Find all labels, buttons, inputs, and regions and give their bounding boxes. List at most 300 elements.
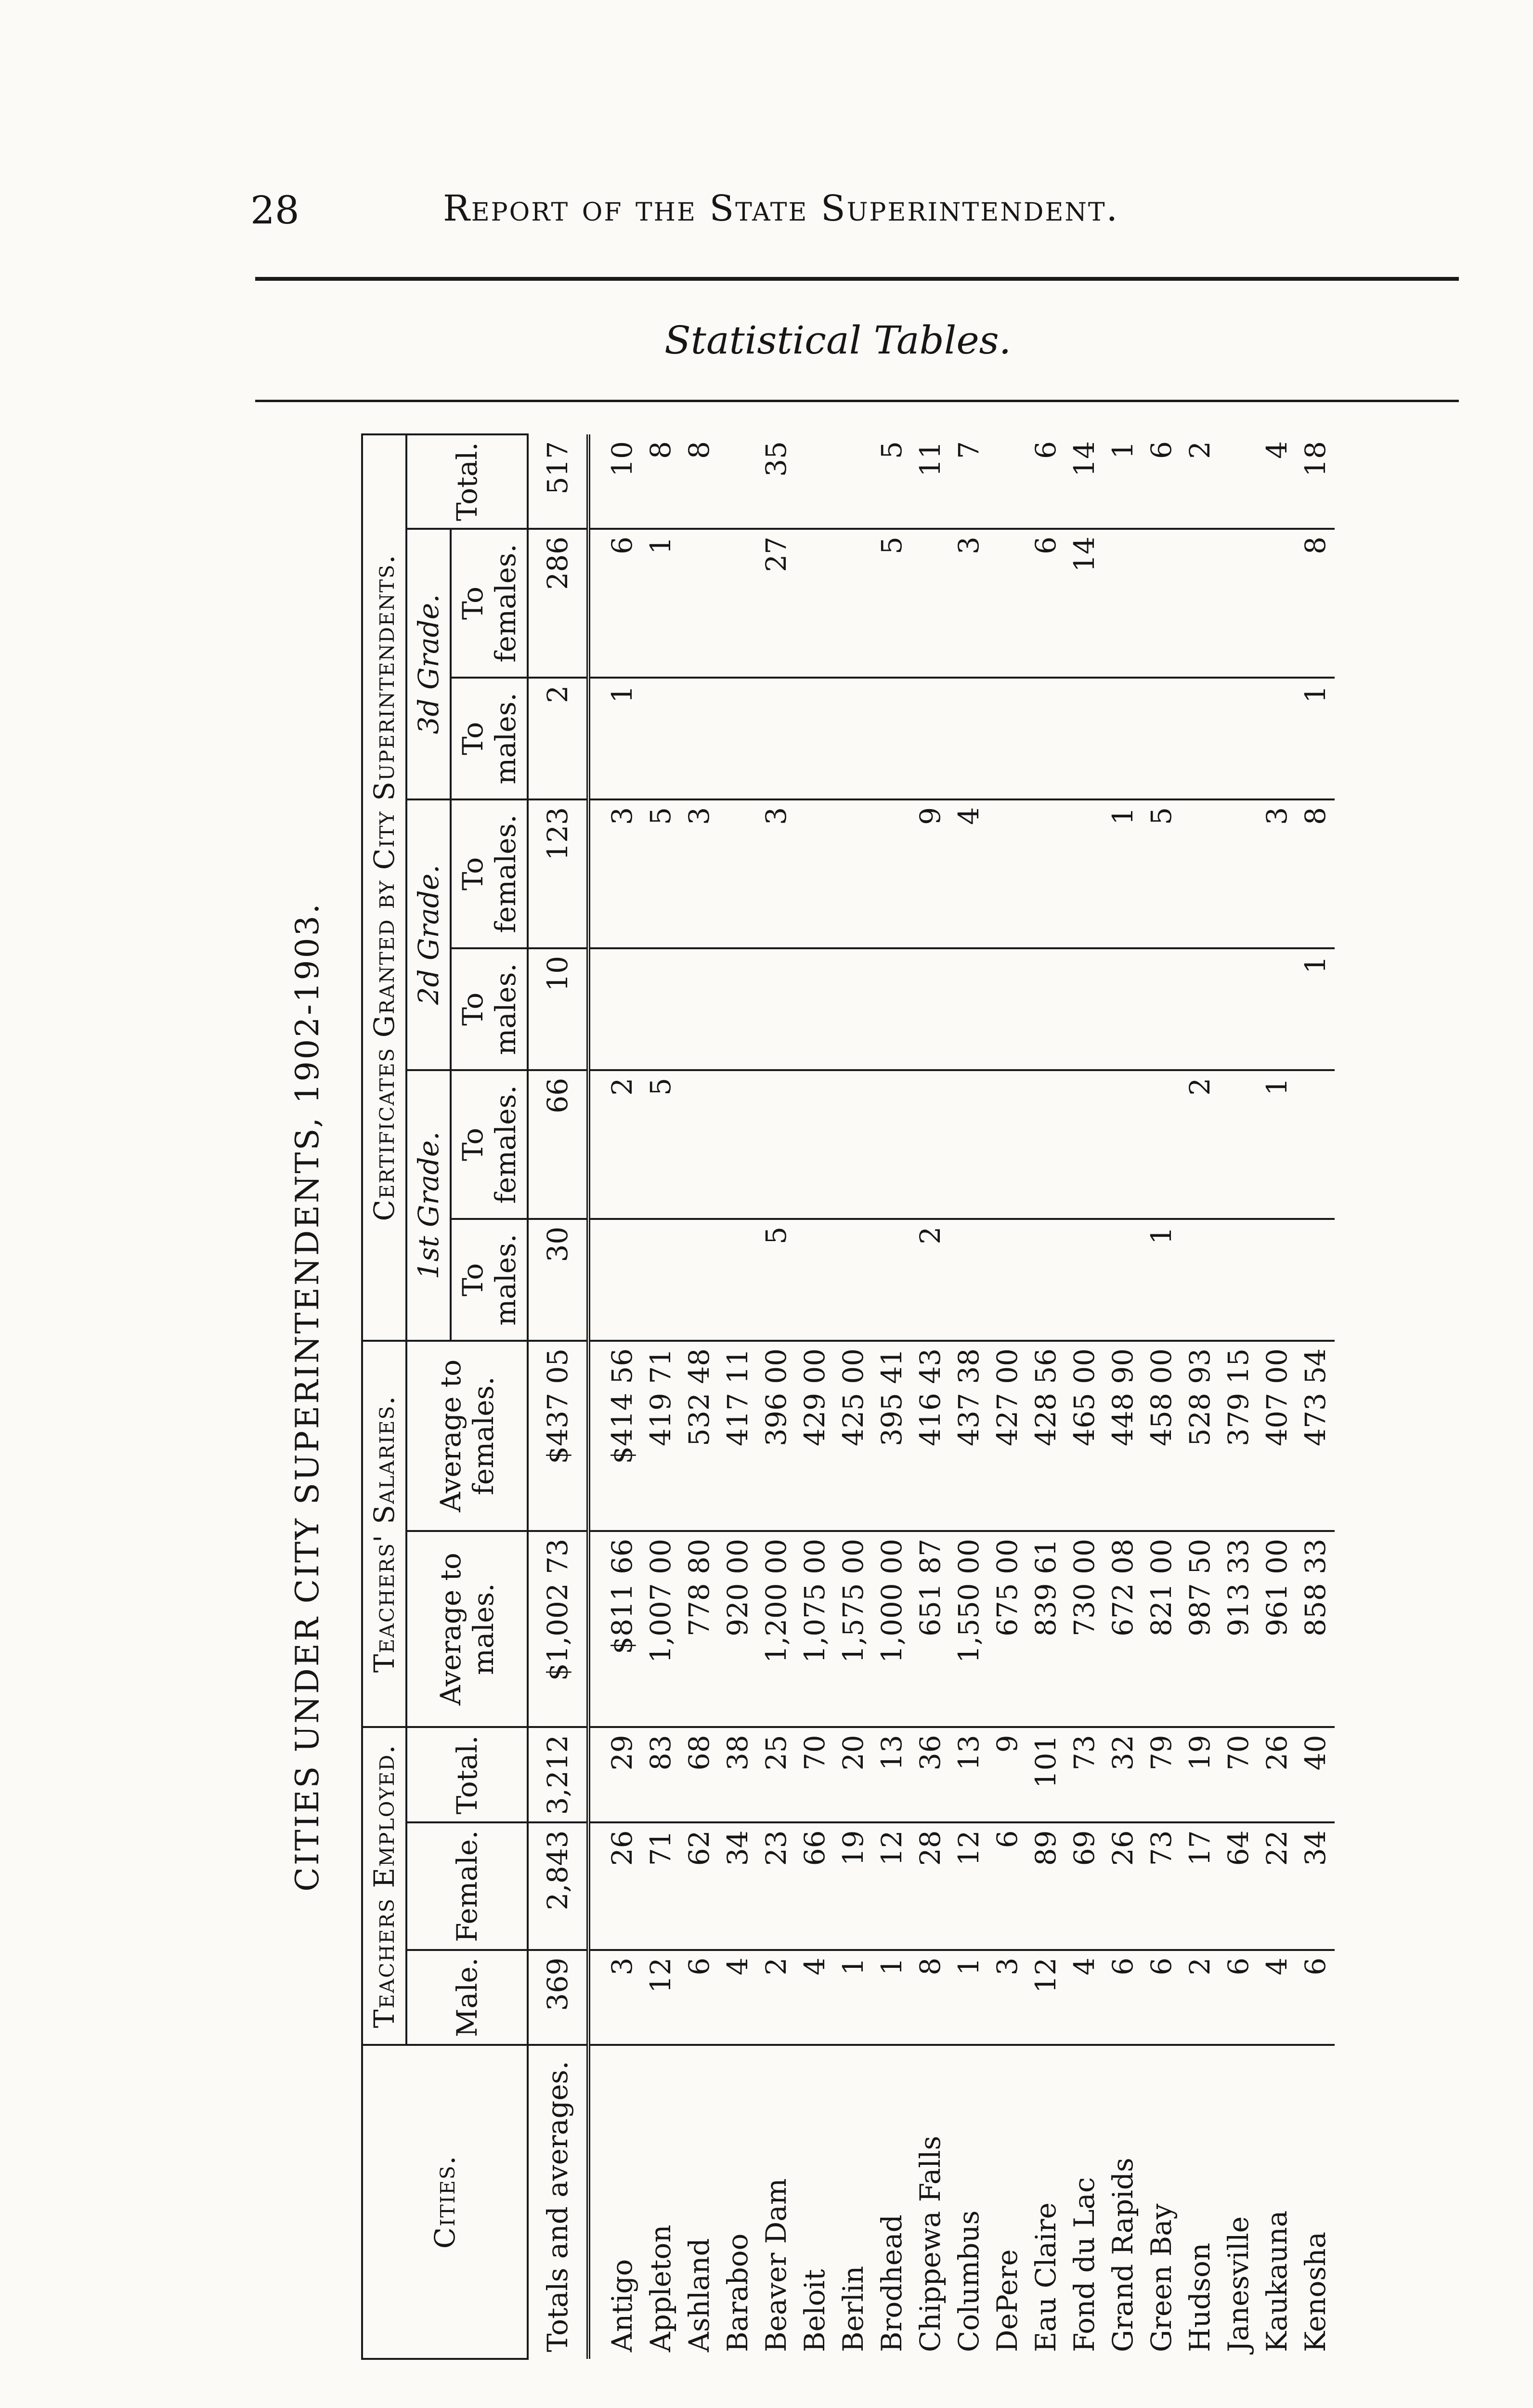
totals-row bbox=[528, 434, 588, 2359]
cell-g2-f: 3 bbox=[757, 799, 795, 948]
totals-total: 3,212 bbox=[528, 1727, 588, 1822]
cell-female: 69 bbox=[1065, 1822, 1104, 1950]
cell-female: 34 bbox=[1296, 1822, 1335, 1950]
cell-total: 83 bbox=[641, 1727, 680, 1822]
table-row bbox=[718, 434, 757, 2359]
cell-g2-f bbox=[988, 799, 1026, 948]
cell-total: 79 bbox=[1142, 1727, 1181, 1822]
cell-g3-f bbox=[680, 529, 718, 678]
city-rows bbox=[588, 434, 1335, 2359]
header-female: Female. bbox=[406, 1822, 528, 1950]
cell-g3-m bbox=[680, 678, 718, 799]
cell-g1-f bbox=[680, 1070, 718, 1219]
city-name: Grand Rapids bbox=[1106, 2158, 1139, 2352]
city-name: Eau Claire bbox=[1029, 2202, 1062, 2352]
cell-g3-f bbox=[1258, 529, 1296, 678]
table-row bbox=[1181, 434, 1219, 2359]
cell-g3-m bbox=[872, 678, 911, 799]
cell-avg-males: 858 33 bbox=[1296, 1531, 1335, 1727]
cell-g1-m bbox=[1296, 1219, 1335, 1341]
cell-g3-f: 6 bbox=[1026, 529, 1065, 678]
cell-g2-m bbox=[872, 948, 911, 1070]
cell-g2-m bbox=[834, 948, 872, 1070]
cell-g1-m: 5 bbox=[757, 1219, 795, 1341]
cell-g3-f: 3 bbox=[949, 529, 988, 678]
cell-g2-f bbox=[718, 799, 757, 948]
cell-avg-males: 1,007 00 bbox=[641, 1531, 680, 1727]
cell-male: 3 bbox=[588, 1950, 641, 2045]
cell-total: 73 bbox=[1065, 1727, 1104, 1822]
bottom-rule bbox=[255, 400, 1459, 402]
cell-avg-females: 448 90 bbox=[1104, 1341, 1142, 1531]
cell-g1-m bbox=[795, 1219, 834, 1341]
cell-male: 6 bbox=[680, 1950, 718, 2045]
cell-avg-females: 396 00 bbox=[757, 1341, 795, 1531]
totals-avg-males: $1,002 73 bbox=[528, 1531, 588, 1727]
city-name: Kaukauna bbox=[1260, 2210, 1293, 2352]
city-name: Chippewa Falls bbox=[914, 2135, 947, 2352]
cell-male: 4 bbox=[1065, 1950, 1104, 2045]
cell-male: 1 bbox=[872, 1950, 911, 2045]
city-name: Kenosha bbox=[1299, 2231, 1332, 2352]
cell-avg-males: 821 00 bbox=[1142, 1531, 1181, 1727]
cell-cert-total: 10 bbox=[588, 434, 641, 529]
header-cert-total: Total. bbox=[406, 434, 528, 529]
cell-cert-total: 2 bbox=[1181, 434, 1219, 529]
cell-avg-males: 672 08 bbox=[1104, 1531, 1142, 1727]
cell-total: 20 bbox=[834, 1727, 872, 1822]
cell-cert-total: 8 bbox=[641, 434, 680, 529]
cell-avg-females: 427 00 bbox=[988, 1341, 1026, 1531]
cell-cert-total bbox=[795, 434, 834, 529]
header-g3-to-females: To females. bbox=[451, 529, 528, 678]
totals-g2-males: 10 bbox=[528, 948, 588, 1070]
cell-male: 8 bbox=[911, 1950, 949, 2045]
city-name: Antigo bbox=[606, 2259, 638, 2352]
cell-g3-m bbox=[641, 678, 680, 799]
cell-total: 25 bbox=[757, 1727, 795, 1822]
totals-g3-females: 286 bbox=[528, 529, 588, 678]
cell-g2-m: 1 bbox=[1296, 948, 1335, 1070]
cell-g2-f bbox=[872, 799, 911, 948]
table-row bbox=[1296, 434, 1335, 2359]
cell-g2-m bbox=[911, 948, 949, 1070]
header-g1-to-females: To females. bbox=[451, 1070, 528, 1219]
header-teachers-salaries: Teachers' Salaries. bbox=[362, 1341, 406, 1727]
cell-g2-f: 3 bbox=[680, 799, 718, 948]
table-row bbox=[1219, 434, 1258, 2359]
cell-avg-males: 1,550 00 bbox=[949, 1531, 988, 1727]
cell-avg-females: 437 38 bbox=[949, 1341, 988, 1531]
cell-avg-females: 473 54 bbox=[1296, 1341, 1335, 1531]
cell-avg-females: 416 43 bbox=[911, 1341, 949, 1531]
city-name: Columbus bbox=[952, 2210, 985, 2352]
cell-female: 26 bbox=[588, 1822, 641, 1950]
cell-g2-m bbox=[1181, 948, 1219, 1070]
totals-g1-females: 66 bbox=[528, 1070, 588, 1219]
cell-g1-f bbox=[911, 1070, 949, 1219]
totals-cert-total: 517 bbox=[528, 434, 588, 529]
cell-cert-total: 6 bbox=[1026, 434, 1065, 529]
cell-total: 13 bbox=[872, 1727, 911, 1822]
cell-g3-f: 8 bbox=[1296, 529, 1335, 678]
cell-g1-m bbox=[641, 1219, 680, 1341]
table-row bbox=[641, 434, 680, 2359]
table-row bbox=[795, 434, 834, 2359]
city-name: DePere bbox=[991, 2249, 1024, 2352]
cell-g1-f bbox=[1142, 1070, 1181, 1219]
cell-total: 9 bbox=[988, 1727, 1026, 1822]
cell-g3-m bbox=[718, 678, 757, 799]
cell-g2-f bbox=[1219, 799, 1258, 948]
cell-g3-m bbox=[911, 678, 949, 799]
cell-female: 6 bbox=[988, 1822, 1026, 1950]
cell-total: 26 bbox=[1258, 1727, 1296, 1822]
cell-g3-m bbox=[1065, 678, 1104, 799]
cell-g3-f bbox=[988, 529, 1026, 678]
cell-male: 4 bbox=[1258, 1950, 1296, 2045]
cell-g1-f bbox=[757, 1070, 795, 1219]
cell-female: 22 bbox=[1258, 1822, 1296, 1950]
cell-avg-females: 532 48 bbox=[680, 1341, 718, 1531]
totals-label: Totals and averages. bbox=[528, 2045, 588, 2359]
cell-g2-f bbox=[795, 799, 834, 948]
cell-g3-m bbox=[834, 678, 872, 799]
table-row bbox=[949, 434, 988, 2359]
page-header bbox=[0, 178, 1533, 246]
cell-avg-females: 528 93 bbox=[1181, 1341, 1219, 1531]
table-row bbox=[1258, 434, 1296, 2359]
cell-female: 28 bbox=[911, 1822, 949, 1950]
cell-cert-total: 8 bbox=[680, 434, 718, 529]
cell-g1-m bbox=[718, 1219, 757, 1341]
city-name: Appleton bbox=[644, 2225, 677, 2352]
cell-cert-total: 18 bbox=[1296, 434, 1335, 529]
cell-cert-total bbox=[834, 434, 872, 529]
cell-female: 17 bbox=[1181, 1822, 1219, 1950]
cell-g2-f: 4 bbox=[949, 799, 988, 948]
cell-g1-m bbox=[1026, 1219, 1065, 1341]
cell-female: 12 bbox=[872, 1822, 911, 1950]
cell-g3-f: 1 bbox=[641, 529, 680, 678]
cell-female: 73 bbox=[1142, 1822, 1181, 1950]
cell-g1-f bbox=[718, 1070, 757, 1219]
cell-avg-females: 395 41 bbox=[872, 1341, 911, 1531]
cell-g3-f bbox=[718, 529, 757, 678]
cell-g1-m bbox=[949, 1219, 988, 1341]
table-title: CITIES UNDER CITY SUPERINTENDENTS, 1902-1903. bbox=[289, 902, 326, 1892]
header-g2-to-males: To males. bbox=[451, 948, 528, 1070]
city-name: Brodhead bbox=[875, 2214, 908, 2352]
cell-avg-males: 1,200 00 bbox=[757, 1531, 795, 1727]
cell-g3-m bbox=[949, 678, 988, 799]
cell-male: 12 bbox=[641, 1950, 680, 2045]
city-name: Berlin bbox=[837, 2265, 870, 2352]
cell-g3-f bbox=[1181, 529, 1219, 678]
cell-avg-females: 419 71 bbox=[641, 1341, 680, 1531]
cell-g3-m bbox=[1258, 678, 1296, 799]
cell-g1-m: 2 bbox=[911, 1219, 949, 1341]
cell-g2-m bbox=[680, 948, 718, 1070]
cell-avg-males: 913 33 bbox=[1219, 1531, 1258, 1727]
cell-g2-m bbox=[795, 948, 834, 1070]
cell-male: 6 bbox=[1142, 1950, 1181, 2045]
cell-male: 6 bbox=[1296, 1950, 1335, 2045]
totals-g1-males: 30 bbox=[528, 1219, 588, 1341]
cell-avg-males: 1,575 00 bbox=[834, 1531, 872, 1727]
cell-male: 2 bbox=[1181, 1950, 1219, 2045]
cell-g1-f: 5 bbox=[641, 1070, 680, 1219]
header-grade3: 3d Grade. bbox=[406, 529, 451, 799]
cell-g1-m bbox=[1219, 1219, 1258, 1341]
cell-avg-females: $414 56 bbox=[588, 1341, 641, 1531]
cell-g3-m: 1 bbox=[1296, 678, 1335, 799]
cell-g2-m bbox=[1104, 948, 1142, 1070]
header-male: Male. bbox=[406, 1950, 528, 2045]
cell-total: 40 bbox=[1296, 1727, 1335, 1822]
section-title: Statistical Tables. bbox=[664, 318, 1012, 363]
cell-g1-m bbox=[872, 1219, 911, 1341]
cell-g2-m bbox=[1026, 948, 1065, 1070]
header-g2-to-females: To females. bbox=[451, 799, 528, 948]
cell-g1-f bbox=[1219, 1070, 1258, 1219]
header-avg-males: Average to males. bbox=[406, 1531, 528, 1727]
cell-g2-f bbox=[1181, 799, 1219, 948]
cell-avg-males: 839 61 bbox=[1026, 1531, 1065, 1727]
cell-g1-m bbox=[680, 1219, 718, 1341]
cell-female: 71 bbox=[641, 1822, 680, 1950]
cell-total: 36 bbox=[911, 1727, 949, 1822]
statistics-table bbox=[361, 433, 1335, 2360]
table-row bbox=[680, 434, 718, 2359]
cell-g2-m bbox=[949, 948, 988, 1070]
cell-cert-total: 35 bbox=[757, 434, 795, 529]
cell-g2-f: 3 bbox=[588, 799, 641, 948]
table-row bbox=[834, 434, 872, 2359]
cell-avg-females: 458 00 bbox=[1142, 1341, 1181, 1531]
cell-male: 4 bbox=[795, 1950, 834, 2045]
cell-g3-m bbox=[1142, 678, 1181, 799]
cell-avg-males: 1,000 00 bbox=[872, 1531, 911, 1727]
cell-total: 19 bbox=[1181, 1727, 1219, 1822]
table-row bbox=[588, 434, 641, 2359]
cell-g1-m: 1 bbox=[1142, 1219, 1181, 1341]
cell-g2-f bbox=[1065, 799, 1104, 948]
city-name: Beaver Dam bbox=[760, 2178, 792, 2352]
cell-g2-m bbox=[1219, 948, 1258, 1070]
cell-g2-m bbox=[1142, 948, 1181, 1070]
cell-total: 70 bbox=[795, 1727, 834, 1822]
cell-g1-f bbox=[872, 1070, 911, 1219]
table-row bbox=[1104, 434, 1142, 2359]
top-rule bbox=[255, 277, 1459, 281]
totals-g2-females: 123 bbox=[528, 799, 588, 948]
cell-g3-m: 1 bbox=[588, 678, 641, 799]
cell-g2-m bbox=[757, 948, 795, 1070]
cell-g1-m bbox=[1104, 1219, 1142, 1341]
totals-avg-females: $437 05 bbox=[528, 1341, 588, 1531]
cell-g1-f: 2 bbox=[588, 1070, 641, 1219]
cell-female: 12 bbox=[949, 1822, 988, 1950]
cell-female: 19 bbox=[834, 1822, 872, 1950]
cell-g2-m bbox=[1258, 948, 1296, 1070]
table-row bbox=[1065, 434, 1104, 2359]
cell-g1-f: 1 bbox=[1258, 1070, 1296, 1219]
cell-cert-total: 6 bbox=[1142, 434, 1181, 529]
cell-g3-f: 6 bbox=[588, 529, 641, 678]
cell-total: 101 bbox=[1026, 1727, 1065, 1822]
cell-avg-males: 730 00 bbox=[1065, 1531, 1104, 1727]
city-name: Green Bay bbox=[1145, 2203, 1178, 2352]
cell-avg-females: 417 11 bbox=[718, 1341, 757, 1531]
cell-g3-m bbox=[757, 678, 795, 799]
cell-g3-f bbox=[1219, 529, 1258, 678]
cell-g3-m bbox=[1181, 678, 1219, 799]
cell-avg-males: 920 00 bbox=[718, 1531, 757, 1727]
cell-female: 66 bbox=[795, 1822, 834, 1950]
cell-avg-males: 675 00 bbox=[988, 1531, 1026, 1727]
totals-male: 369 bbox=[528, 1950, 588, 2045]
cell-male: 3 bbox=[988, 1950, 1026, 2045]
cell-avg-females: 379 15 bbox=[1219, 1341, 1258, 1531]
cell-g1-m bbox=[1258, 1219, 1296, 1341]
cell-cert-total: 14 bbox=[1065, 434, 1104, 529]
cell-total: 38 bbox=[718, 1727, 757, 1822]
cell-g1-f bbox=[1296, 1070, 1335, 1219]
cell-g3-m bbox=[1104, 678, 1142, 799]
header-g3-to-males: To males. bbox=[451, 678, 528, 799]
rotated-table-block bbox=[289, 433, 1444, 2360]
cell-g2-m bbox=[641, 948, 680, 1070]
cell-g1-f bbox=[1065, 1070, 1104, 1219]
cell-avg-males: 1,075 00 bbox=[795, 1531, 834, 1727]
table-row bbox=[988, 434, 1026, 2359]
cell-g1-f bbox=[795, 1070, 834, 1219]
table-row bbox=[1142, 434, 1181, 2359]
cell-g3-f: 5 bbox=[872, 529, 911, 678]
table-row bbox=[757, 434, 795, 2359]
cell-female: 89 bbox=[1026, 1822, 1065, 1950]
cell-female: 64 bbox=[1219, 1822, 1258, 1950]
cell-cert-total: 7 bbox=[949, 434, 988, 529]
cell-g1-m bbox=[988, 1219, 1026, 1341]
cell-g2-f: 3 bbox=[1258, 799, 1296, 948]
cell-total: 68 bbox=[680, 1727, 718, 1822]
cell-g2-f: 1 bbox=[1104, 799, 1142, 948]
cell-g3-f: 14 bbox=[1065, 529, 1104, 678]
header-cities: Cities. bbox=[362, 2045, 528, 2359]
cell-female: 26 bbox=[1104, 1822, 1142, 1950]
cell-g3-m bbox=[1026, 678, 1065, 799]
table-row bbox=[1026, 434, 1065, 2359]
header-teachers-employed: Teachers Employed. bbox=[362, 1727, 406, 2045]
table-row bbox=[872, 434, 911, 2359]
totals-g3-males: 2 bbox=[528, 678, 588, 799]
running-head: Report of the State Superintendent. bbox=[443, 188, 1119, 229]
header-g1-to-males: To males. bbox=[451, 1219, 528, 1341]
cell-g1-f: 2 bbox=[1181, 1070, 1219, 1219]
cell-cert-total: 5 bbox=[872, 434, 911, 529]
header-grade2: 2d Grade. bbox=[406, 799, 451, 1070]
cell-male: 6 bbox=[1219, 1950, 1258, 2045]
cell-female: 23 bbox=[757, 1822, 795, 1950]
cell-g3-f bbox=[795, 529, 834, 678]
cell-male: 1 bbox=[834, 1950, 872, 2045]
city-name: Janesville bbox=[1222, 2216, 1255, 2352]
cell-g3-f bbox=[1142, 529, 1181, 678]
cell-avg-females: 465 00 bbox=[1065, 1341, 1104, 1531]
cell-g3-m bbox=[795, 678, 834, 799]
cell-avg-males: 987 50 bbox=[1181, 1531, 1219, 1727]
cell-total: 29 bbox=[588, 1727, 641, 1822]
cell-g3-f bbox=[1104, 529, 1142, 678]
cell-cert-total: 4 bbox=[1258, 434, 1296, 529]
cell-avg-females: 428 56 bbox=[1026, 1341, 1065, 1531]
cell-g1-f bbox=[1104, 1070, 1142, 1219]
cell-g3-f bbox=[834, 529, 872, 678]
cell-g2-m bbox=[588, 948, 641, 1070]
cell-male: 6 bbox=[1104, 1950, 1142, 2045]
cell-avg-males: 651 87 bbox=[911, 1531, 949, 1727]
cell-avg-females: 407 00 bbox=[1258, 1341, 1296, 1531]
cell-g3-f: 27 bbox=[757, 529, 795, 678]
cell-g2-m bbox=[988, 948, 1026, 1070]
cell-cert-total bbox=[718, 434, 757, 529]
header-certificates: Certificates Granted by City Superintendents. bbox=[362, 434, 406, 1341]
cell-avg-males: $811 66 bbox=[588, 1531, 641, 1727]
cell-g2-f: 5 bbox=[641, 799, 680, 948]
cell-avg-males: 778 80 bbox=[680, 1531, 718, 1727]
city-name: Beloit bbox=[798, 2269, 831, 2352]
cell-male: 2 bbox=[757, 1950, 795, 2045]
cell-g1-m bbox=[1181, 1219, 1219, 1341]
cell-g2-m bbox=[718, 948, 757, 1070]
table-row bbox=[911, 434, 949, 2359]
page-number: 28 bbox=[250, 188, 299, 233]
cell-g1-f bbox=[949, 1070, 988, 1219]
cell-g2-f bbox=[834, 799, 872, 948]
cell-g3-m bbox=[1219, 678, 1258, 799]
cell-g2-f: 8 bbox=[1296, 799, 1335, 948]
cell-g1-f bbox=[834, 1070, 872, 1219]
cell-g1-m bbox=[834, 1219, 872, 1341]
cell-g1-m bbox=[588, 1219, 641, 1341]
header-avg-females: Average to females. bbox=[406, 1341, 528, 1531]
cell-cert-total: 11 bbox=[911, 434, 949, 529]
cell-g1-f bbox=[988, 1070, 1026, 1219]
cell-g2-m bbox=[1065, 948, 1104, 1070]
cell-total: 70 bbox=[1219, 1727, 1258, 1822]
cell-female: 62 bbox=[680, 1822, 718, 1950]
cell-male: 12 bbox=[1026, 1950, 1065, 2045]
cell-total: 32 bbox=[1104, 1727, 1142, 1822]
cell-female: 34 bbox=[718, 1822, 757, 1950]
header-grade1: 1st Grade. bbox=[406, 1070, 451, 1341]
cell-cert-total bbox=[988, 434, 1026, 529]
totals-female: 2,843 bbox=[528, 1822, 588, 1950]
city-name: Ashland bbox=[683, 2238, 715, 2352]
cell-avg-females: 429 00 bbox=[795, 1341, 834, 1531]
cell-g1-f bbox=[1026, 1070, 1065, 1219]
city-name: Baraboo bbox=[721, 2233, 754, 2352]
cell-g3-m bbox=[988, 678, 1026, 799]
cell-cert-total: 1 bbox=[1104, 434, 1142, 529]
city-name: Fond du Lac bbox=[1068, 2177, 1101, 2352]
cell-cert-total bbox=[1219, 434, 1258, 529]
header-total: Total. bbox=[406, 1727, 528, 1822]
cell-g2-f: 5 bbox=[1142, 799, 1181, 948]
city-name: Hudson bbox=[1183, 2242, 1216, 2352]
